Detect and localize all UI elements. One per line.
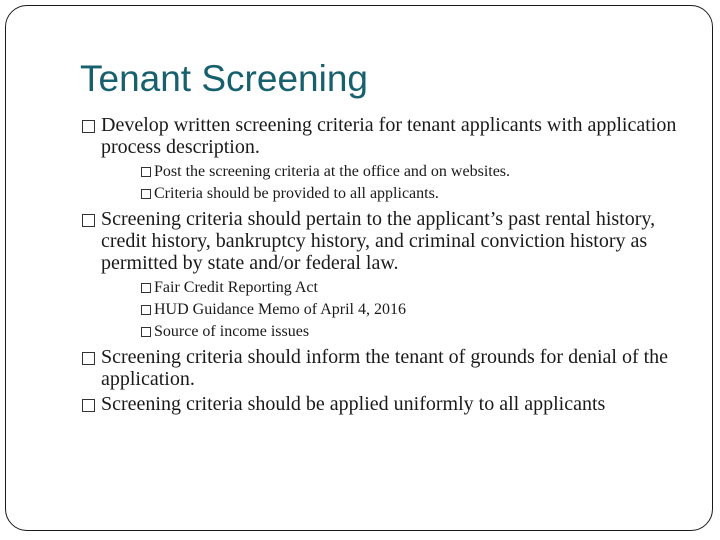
checkbox-bullet-icon (82, 352, 95, 365)
bullet-text: Screening criteria should inform the tenant of grounds for denial of the application. (101, 346, 669, 390)
bullet-list (80, 114, 680, 415)
sub-bullet-text: Criteria should be provided to all applicants. (154, 185, 439, 202)
checkbox-bullet-icon (141, 189, 151, 199)
bullet-item (80, 208, 680, 274)
sub-bullet-item (140, 299, 680, 321)
slide-title: Tenant Screening (80, 58, 368, 99)
checkbox-bullet-icon (82, 214, 95, 227)
sub-bullet-text: Post the screening criteria at the office and on websites. (154, 163, 511, 180)
sub-bullet-item (140, 183, 680, 205)
bullet-text: Screening criteria should pertain to the applicant’s past rental history, credit history, bankruptcy history, and criminal conviction history as permitted by state and/or federal law. (101, 208, 656, 274)
sub-bullet-item (140, 277, 680, 299)
checkbox-bullet-icon (141, 283, 151, 293)
sub-bullet-text: HUD Guidance Memo of April 4, 2016 (154, 301, 406, 318)
sub-bullet-text: Fair Credit Reporting Act (154, 279, 318, 296)
bullet-text: Screening criteria should be applied uniformly to all applicants (101, 393, 606, 415)
checkbox-bullet-icon (82, 120, 95, 133)
checkbox-bullet-icon (141, 327, 151, 337)
sub-bullet-item (140, 161, 680, 183)
sub-bullet-item (140, 321, 680, 343)
sub-bullet-text: Source of income issues (154, 323, 310, 340)
checkbox-bullet-icon (141, 167, 151, 177)
checkbox-bullet-icon (141, 305, 151, 315)
checkbox-bullet-icon (82, 399, 95, 412)
bullet-item (80, 114, 680, 158)
bullet-item (80, 393, 680, 415)
bullet-text: Develop written screening criteria for tenant applicants with application process description. (101, 114, 677, 158)
bullet-item (80, 346, 680, 390)
